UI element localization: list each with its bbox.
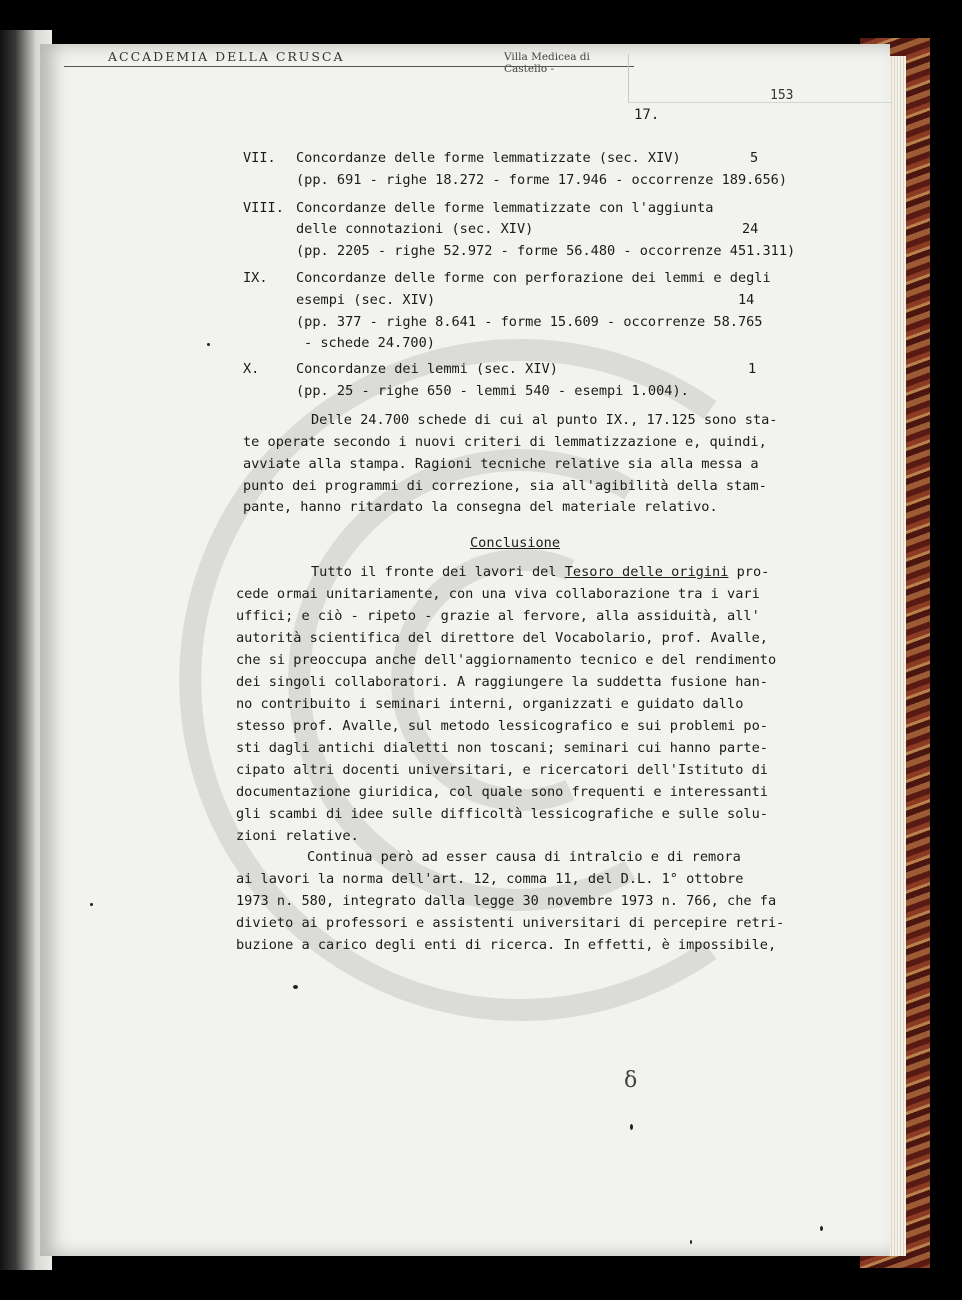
list-item-line: (pp. 25 - righe 650 - lemmi 540 - esempi 1.004).: [296, 383, 689, 399]
pen-mark: δ: [624, 1068, 638, 1093]
paragraph-text: Tutto il fronte dei lavori del: [311, 564, 565, 580]
section-number: 17.: [634, 107, 660, 123]
list-item-count: 5: [750, 150, 759, 166]
list-item-line: (pp. 2205 - righe 52.972 - forme 56.480 - occorrenze 451.311): [296, 243, 796, 259]
paragraph-line: uffici; e ciò - ripeto - grazie al fervore, alla assiduità, all': [236, 608, 760, 624]
ink-speck: [207, 343, 210, 346]
folio-box: [628, 54, 891, 103]
paragraph-line: documentazione giuridica, col quale sono frequenti e interessanti: [236, 784, 768, 800]
paragraph-line: punto dei programmi di correzione, sia all'agibilità della stam-: [243, 478, 767, 494]
ink-speck: [293, 985, 298, 989]
paragraph-line: stesso prof. Avalle, sul metodo lessicografico e sui problemi po-: [236, 718, 768, 734]
paragraph-text: pro-: [728, 564, 770, 580]
ink-speck: [630, 1124, 633, 1130]
paragraph-line: sti dagli antichi dialetti non toscani; seminari cui hanno parte-: [236, 740, 768, 756]
list-item-line: (pp. 377 - righe 8.641 - forme 15.609 - occorrenze 58.765: [296, 314, 763, 330]
paragraph-line: 1973 n. 580, integrato dalla legge 30 novembre 1973 n. 766, che fa: [236, 893, 777, 909]
list-item-number: VII.: [243, 150, 276, 166]
paragraph-line: avviate alla stampa. Ragioni tecniche relative sia alla messa a: [243, 456, 759, 472]
list-item-count: 1: [748, 361, 757, 377]
paragraph-line: gli scambi di idee sulle difficoltà lessicografiche e sulle solu-: [236, 806, 768, 822]
paragraph-line: divieto ai professori e assistenti universitari di percepire retri-: [236, 915, 785, 931]
list-item-line: esempi (sec. XIV): [296, 292, 436, 308]
paragraph-line: pante, hanno ritardato la consegna del materiale relativo.: [243, 499, 718, 515]
paragraph-line: zioni relative.: [236, 828, 359, 844]
list-item-line: Concordanze delle forme con perforazione dei lemmi e degli: [296, 270, 771, 286]
list-item-number: VIII.: [243, 200, 284, 216]
paragraph-line: Delle 24.700 schede di cui al punto IX., 17.125 sono sta-: [311, 412, 778, 428]
list-item-line: Concordanze delle forme lemmatizzate con l'aggiunta: [296, 200, 714, 216]
list-item-line: - schede 24.700): [304, 335, 435, 351]
paragraph-line: no contribuito i seminari interni, organizzati e guidato dallo: [236, 696, 744, 712]
paragraph-line: te operate secondo i nuovi criteri di lemmatizzazione e, quindi,: [243, 434, 767, 450]
list-item-count: 24: [742, 221, 759, 237]
letterhead-address: Villa Medicea di Castello -: [504, 51, 590, 75]
work-title: Tesoro delle origini: [564, 564, 729, 580]
ink-speck: [690, 1240, 692, 1244]
paragraph-line: buzione a carico degli enti di ricerca. In effetti, è impossibile,: [236, 937, 777, 953]
paragraph-line: cipato altri docenti universitari, e ricercatori dell'Istituto di: [236, 762, 768, 778]
section-heading: Conclusione: [470, 535, 561, 551]
paragraph-line: che si preoccupa anche dell'aggiornamento tecnico e del rendimento: [236, 652, 777, 668]
paragraph-line: dei singoli collaboratori. A raggiungere la suddetta fusione han-: [236, 674, 768, 690]
list-item-number: IX.: [243, 270, 268, 286]
paragraph-line: ai lavori la norma dell'art. 12, comma 11, del D.L. 1° ottobre: [236, 871, 744, 887]
ink-speck: [90, 903, 93, 906]
list-item-count: 14: [738, 292, 755, 308]
folio-number: 153: [770, 88, 794, 103]
list-item-line: Concordanze delle forme lemmatizzate (sec. XIV): [296, 150, 681, 166]
letterhead-rule: [64, 66, 634, 67]
paragraph-line: cede ormai unitariamente, con una viva collaborazione tra i vari: [236, 586, 760, 602]
paragraph-first-line: [311, 566, 769, 580]
list-item-line: (pp. 691 - righe 18.272 - forme 17.946 - occorrenze 189.656): [296, 172, 788, 188]
list-item-number: X.: [243, 361, 260, 377]
letterhead-institution: ACCADEMIA DELLA CRUSCA: [108, 49, 345, 64]
list-item-line: Concordanze dei lemmi (sec. XIV): [296, 361, 558, 377]
paragraph-line: autorità scientifica del direttore del Vocabolario, prof. Avalle,: [236, 630, 768, 646]
ink-speck: [820, 1226, 823, 1231]
paragraph-line: Continua però ad esser causa di intralcio e di remora: [307, 849, 741, 865]
list-item-line: delle connotazioni (sec. XIV): [296, 221, 534, 237]
